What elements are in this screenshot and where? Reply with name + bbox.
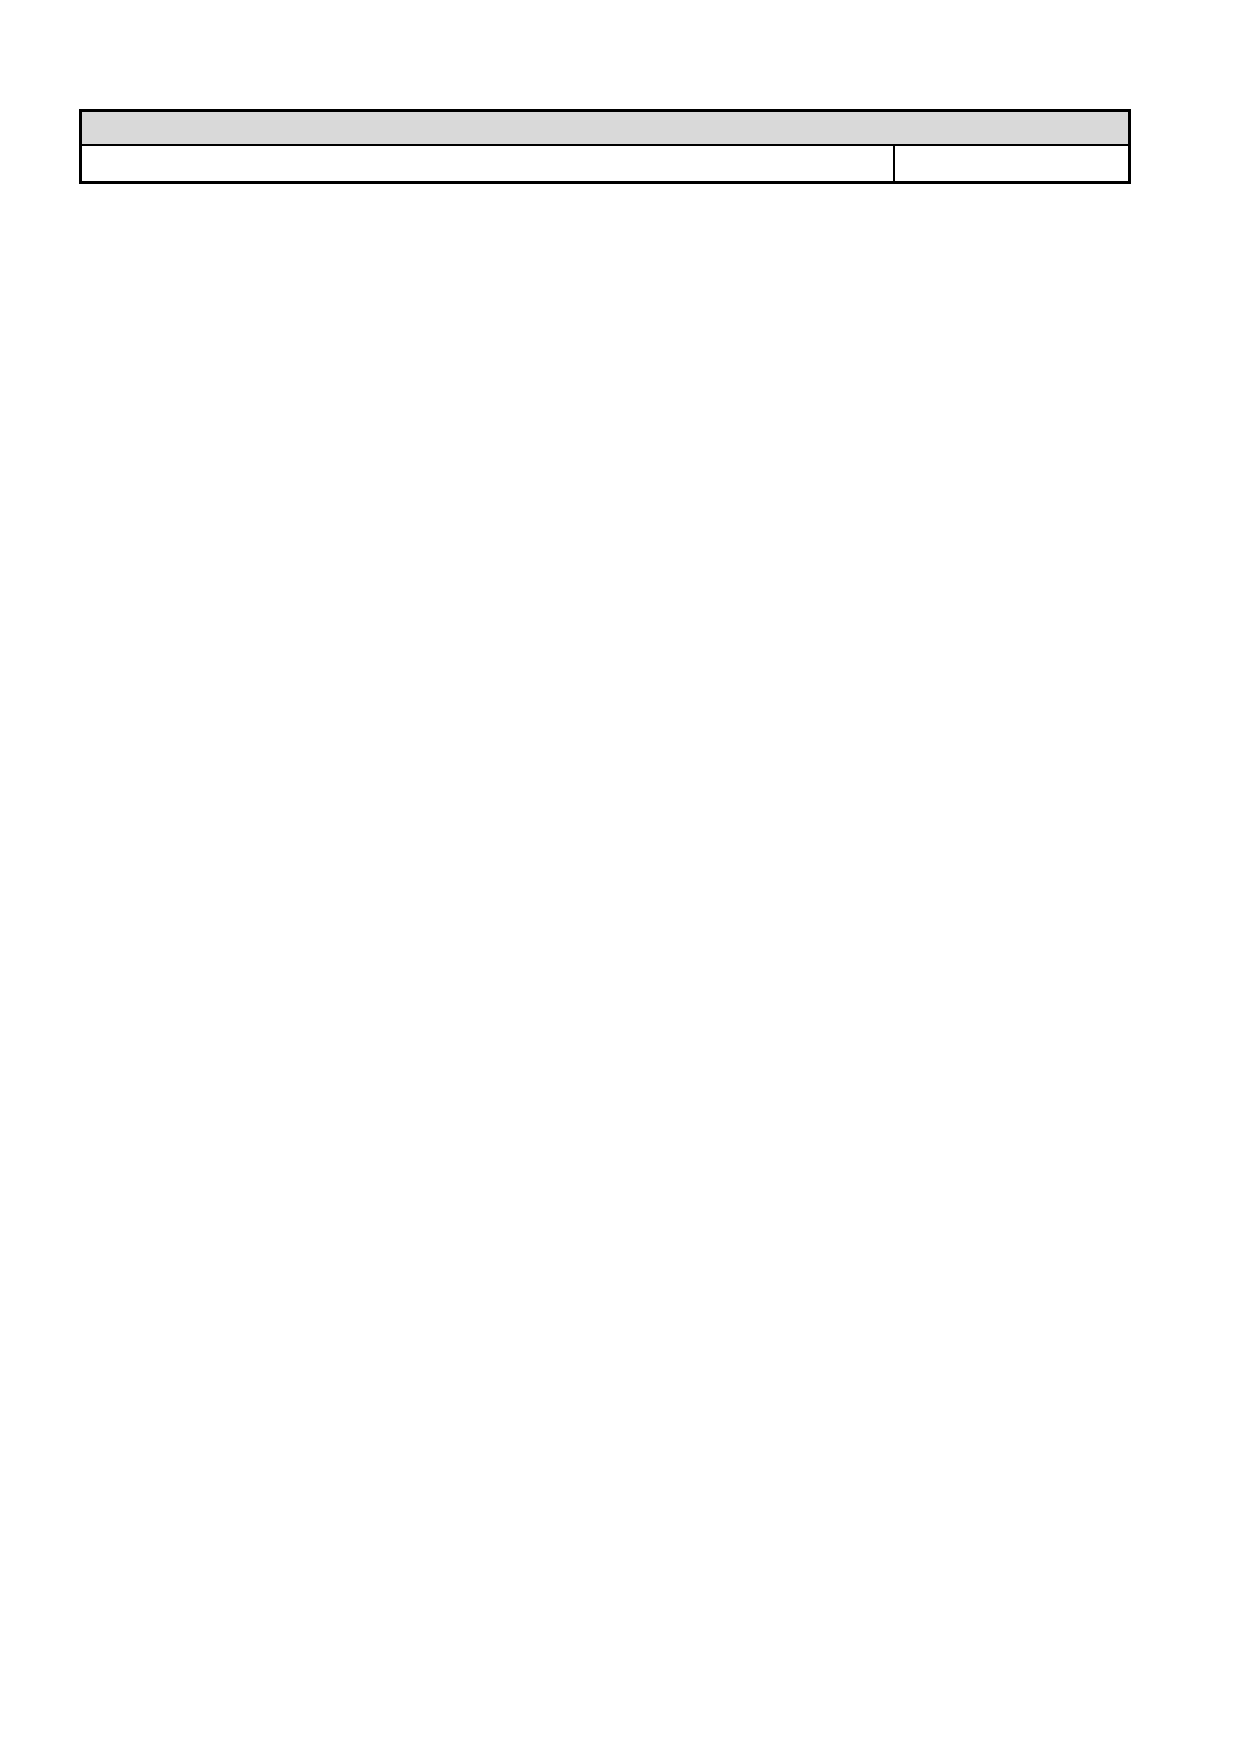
table-title-row	[82, 144, 1128, 181]
header-uhrzeit	[285, 112, 460, 144]
header-ort	[893, 112, 1128, 144]
header-datum	[82, 112, 285, 144]
table-header-row	[82, 112, 1128, 144]
page-title	[82, 146, 893, 181]
events-table	[79, 109, 1131, 184]
stand-date	[893, 146, 1128, 181]
header-thema	[460, 112, 893, 144]
